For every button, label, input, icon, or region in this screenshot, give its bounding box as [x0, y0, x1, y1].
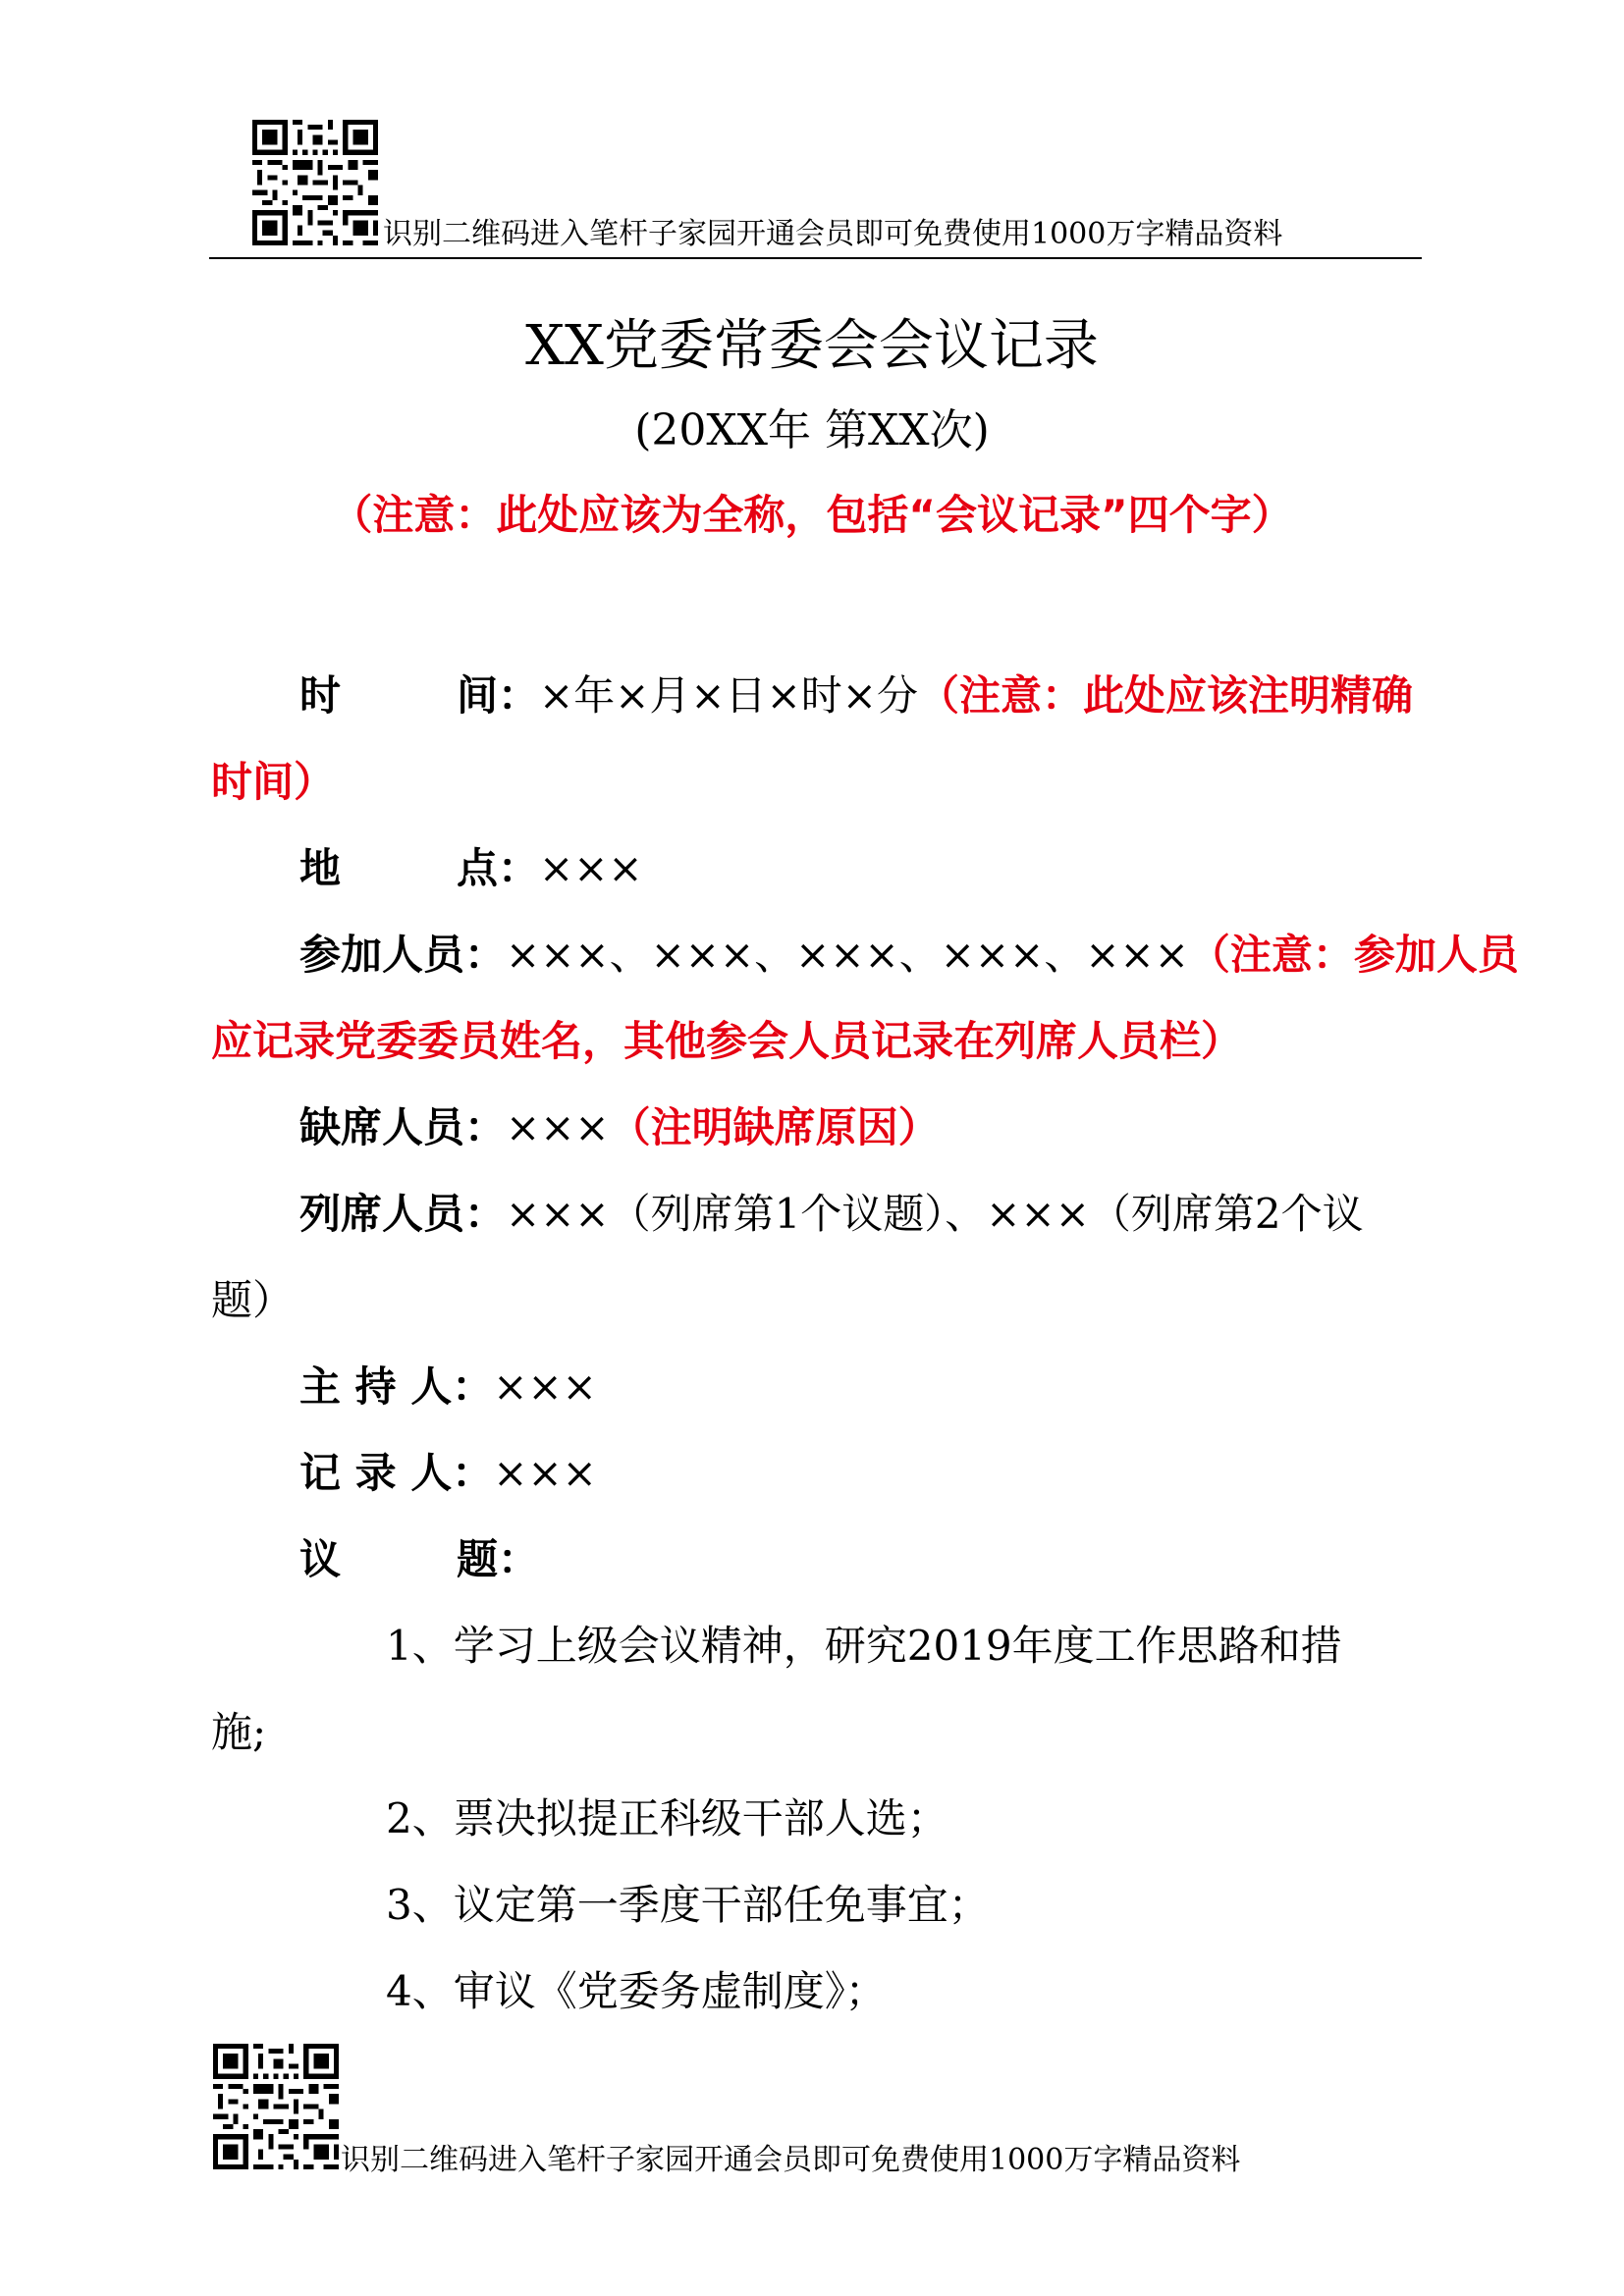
attendees-note-a: （注意：参加人员 [1188, 931, 1519, 979]
field-time-continued [211, 739, 1425, 826]
place-label-a: 地 [299, 844, 342, 892]
time-label-a: 时 [299, 671, 342, 720]
time-value: ×年×月×日×时×分 [539, 671, 918, 720]
time-label-b: 间： [457, 671, 540, 720]
agenda-item-4-text: 4、审议《党委务虚制度》； [386, 1967, 887, 2015]
agenda-item [211, 1862, 1425, 1949]
agenda-item-1-text: 1、学习上级会议精神，研究2019年度工作思路和措 [386, 1622, 1342, 1670]
document-subtitle: (20XX年 第XX次) [634, 405, 990, 455]
qr-code-icon[interactable] [213, 2044, 339, 2169]
footer-promo-text: 识别二维码进入笔杆子家园开通会员即可免费使用1000万字精品资料 [341, 2143, 1241, 2177]
page-footer [209, 2044, 1422, 2181]
attendees-note-b: 应记录党委委员姓名，其他参会人员记录在列席人员栏） [211, 1017, 1243, 1065]
agenda-item-3-text: 3、议定第一季度干部任免事宜； [386, 1881, 990, 1929]
agenda-item-1-text-cont: 施; [211, 1708, 267, 1756]
absent-label: 缺席人员： [299, 1103, 507, 1151]
field-recorder [211, 1430, 1425, 1517]
time-note-a: （注意：此处应该注明精确 [918, 671, 1414, 720]
field-observers-continued [211, 1257, 1425, 1344]
field-attendees [211, 912, 1519, 998]
page-header [209, 116, 1422, 261]
place-label-b: 点： [457, 844, 540, 892]
topics-label-b: 题： [457, 1535, 540, 1583]
document-title: XX党委常委会会议记录 [525, 314, 1099, 378]
field-time [211, 653, 1425, 739]
field-absent [211, 1085, 1425, 1171]
field-host [211, 1344, 1425, 1430]
recorder-label: 记 录 人： [299, 1449, 494, 1497]
attendees-label: 参加人员： [299, 931, 507, 979]
agenda-item [211, 1776, 1425, 1862]
title-note: （注意：此处应该为全称，包括“会议记录”四个字） [331, 491, 1293, 539]
field-attendees-continued [211, 998, 1425, 1085]
time-note-b: 时间） [211, 758, 336, 806]
agenda-item-continued [211, 1689, 1425, 1776]
document-body [211, 653, 1519, 2035]
field-observers [211, 1171, 1425, 1257]
field-topics [211, 1517, 1425, 1603]
header-promo-text: 识别二维码进入笔杆子家园开通会员即可免费使用1000万字精品资料 [383, 217, 1283, 251]
topics-label-a: 议 [299, 1535, 342, 1583]
host-value: ××× [493, 1362, 597, 1411]
recorder-value: ××× [493, 1449, 597, 1497]
attendees-value: ×××、×××、×××、×××、××× [506, 931, 1189, 979]
observers-value-a: ×××（列席第1个议题）、×××（列席第2个议 [506, 1190, 1364, 1238]
agenda-item-2-text: 2、票决拟提正科级干部人选； [386, 1794, 948, 1842]
host-label: 主 持 人： [299, 1362, 494, 1411]
absent-note: （注明缺席原因） [609, 1103, 940, 1151]
agenda-item [211, 1949, 1425, 2035]
absent-value: ××× [506, 1103, 610, 1151]
agenda-item [211, 1603, 1425, 1689]
field-place [211, 826, 1425, 912]
observers-label: 列席人员： [299, 1190, 507, 1238]
place-value: ××× [539, 844, 643, 892]
header-divider [209, 257, 1422, 259]
observers-value-b: 题） [211, 1276, 295, 1324]
qr-code-icon[interactable] [252, 120, 378, 245]
